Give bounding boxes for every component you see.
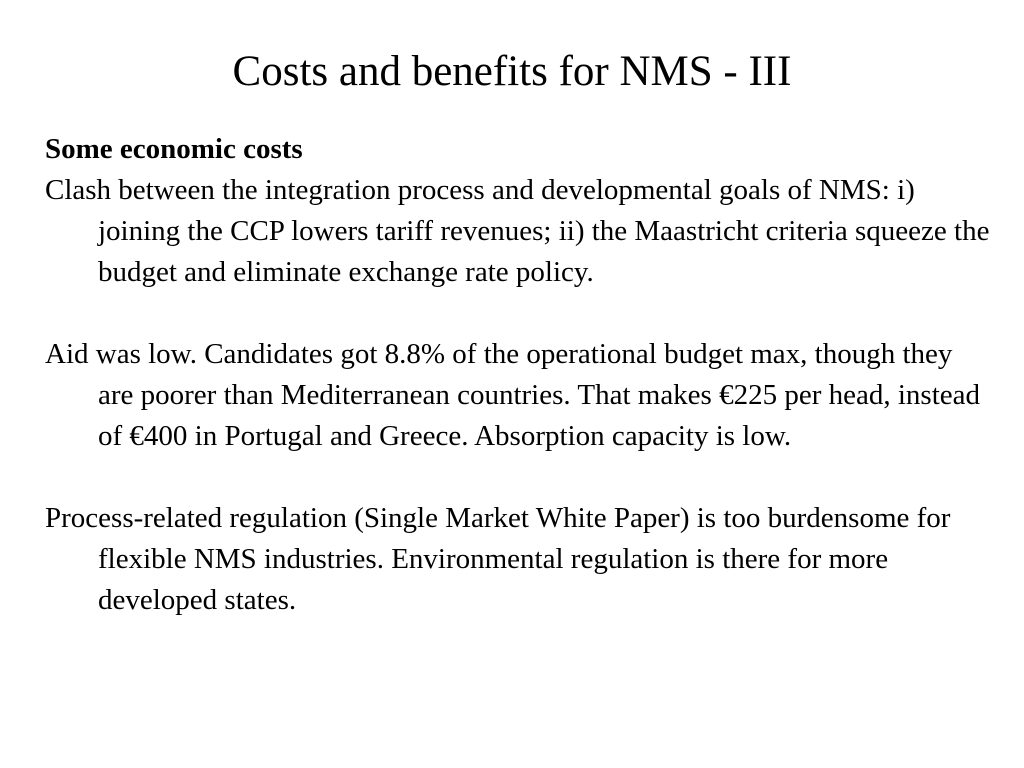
paragraph-regulation: Process-related regulation (Single Market White Paper) is too burdensome for flexible NMS industries. Environmental regulation is there for more developed states. <box>45 502 951 616</box>
slide-title: Costs and benefits for NMS - III <box>232 48 792 95</box>
paragraph-aid: Aid was low. Candidates got 8.8% of the operational budget max, though they are poorer than Mediterranean countries. That makes €225 per head, instead of €400 in Portugal and Greece. Absorption capacity is low. <box>45 338 981 452</box>
slide-body <box>45 129 990 621</box>
section-heading: Some economic costs <box>45 133 303 165</box>
paragraph-integration-clash: Clash between the integration process and developmental goals of NMS: i) joining the CCP lowers tariff revenues; ii) the Maastricht criteria squeeze the budget and eliminate exchange rate policy. <box>45 174 990 288</box>
